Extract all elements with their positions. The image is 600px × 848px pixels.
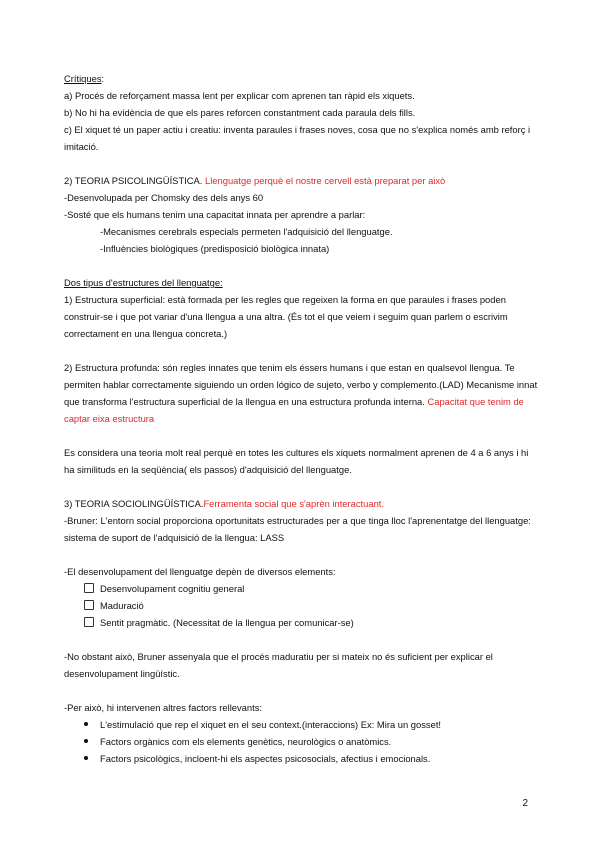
critiques-heading	[64, 70, 538, 87]
critiques-heading-text: Crítiques	[64, 73, 102, 84]
checklist-item-label: Sentit pragmàtic. (Necessitat de la llengua per comunicar-se)	[100, 617, 354, 628]
critique-b: b) No hi ha evidència de que els pares reforcen constantment cada paraula dels fills.	[64, 107, 416, 118]
checklist-item-label: Maduració	[100, 600, 144, 611]
list-item-text: L'estimulació que rep el xiquet en el seu context.(interaccions) Ex: Mira un gosset!	[100, 719, 442, 730]
critique-c: c) El xiquet té un paper actiu i creatiu: inventa paraules i frases noves, cosa que no s'explica només amb reforç i imitació.	[64, 124, 531, 152]
page-content	[64, 70, 538, 767]
structures-real: Es considera una teoria molt real perquè en totes les cultures els xiquets normalment aprenen de 4 a 6 anys i hi ha similituds en la seqüència( els passos) d'adquisició del llenguatge.	[64, 447, 529, 475]
socio-note: -No obstant això, Bruner assenyala que el procés maduratiu per si mateix no és suficient per explicar el desenvolupament lingüístic.	[64, 651, 493, 679]
psycho-title-red: Llenguatge perquè el nostre cervell està preparat per això	[202, 175, 446, 186]
page-number: 2	[522, 798, 528, 809]
critiques-heading-colon: :	[101, 73, 105, 84]
psycho-heading	[64, 172, 538, 189]
checklist-item-label: Desenvolupament cognitiu general	[100, 583, 245, 594]
socio-title: 3) TEORIA SOCIOLINGÜÍSTICA.	[64, 498, 204, 509]
socio-factors-intro: -Per això, hi intervenen altres factors rellevants:	[64, 702, 263, 713]
checklist-item	[64, 597, 538, 614]
list-item	[64, 716, 538, 733]
structure-profunda-red: Capacitat que tenim de captar eixa estructura	[64, 396, 524, 424]
socio-bruner: -Bruner: L'entorn social proporciona oportunitats estructurades per a que tinga lloc l'aprenentatge del llenguatge: sistema de suport de l'adquisició de la llengua: LASS	[64, 515, 531, 543]
checklist-item	[64, 580, 538, 597]
list-item-text: Factors psicològics, incloent-hi els aspectes psicosocials, afectius i emocionals.	[100, 753, 431, 764]
structure-superficial: 1) Estructura superficial: està formada per les regles que regeixen la forma en que paraules i frases poden construir-se i que pot variar d'una llengua a una altra. (És tot el que veiem i seguim quan parlem o escrivim correctament en una llengua concreta.)	[64, 294, 508, 339]
structure-profunda	[64, 359, 538, 427]
bullet-icon	[84, 756, 88, 760]
checklist-item	[64, 614, 538, 631]
psycho-line-chomsky: -Desenvolupada per Chomsky des dels anys 60	[64, 192, 264, 203]
psycho-sub-influences: -Influències biològiques (predisposició biològica innata)	[100, 243, 330, 254]
checkbox-icon[interactable]	[84, 583, 94, 593]
list-item	[64, 750, 538, 767]
psycho-sub-mechanisms: -Mecanismes cerebrals especials permeten l'adquisició del llenguatge.	[100, 226, 393, 237]
psycho-title: 2) TEORIA PSICOLINGÜÍSTICA.	[64, 175, 203, 186]
structure-profunda-text: 2) Estructura profunda: són regles innates que tenim els éssers humans i que estan en qualsevol llengua. Te permiten hablar correctamente siguiendo un orden lógico de sujeto, verbo y complemento.(LAD) Mecanisme innat que transforma l'estructura superficial de la llengua en una estructura profunda interna.	[64, 362, 538, 407]
bullet-icon	[84, 722, 88, 726]
bullet-icon	[84, 739, 88, 743]
checkbox-icon[interactable]	[84, 617, 94, 627]
checkbox-icon[interactable]	[84, 600, 94, 610]
list-item	[64, 733, 538, 750]
socio-heading	[64, 495, 538, 512]
critique-a: a) Procés de reforçament massa lent per explicar com aprenen tan ràpid els xiquets.	[64, 90, 415, 101]
list-item-text: Factors orgànics com els elements genètics, neurològics o anatòmics.	[100, 736, 392, 747]
socio-depends: -El desenvolupament del llenguatge depèn de diversos elements:	[64, 566, 336, 577]
socio-title-red: Ferramenta social que s'aprèn interactuant.	[203, 498, 384, 509]
psycho-line-innate: -Sosté que els humans tenim una capacitat innata per aprendre a parlar:	[64, 209, 366, 220]
structures-heading: Dos tipus d'estructures del llenguatge:	[64, 277, 223, 288]
